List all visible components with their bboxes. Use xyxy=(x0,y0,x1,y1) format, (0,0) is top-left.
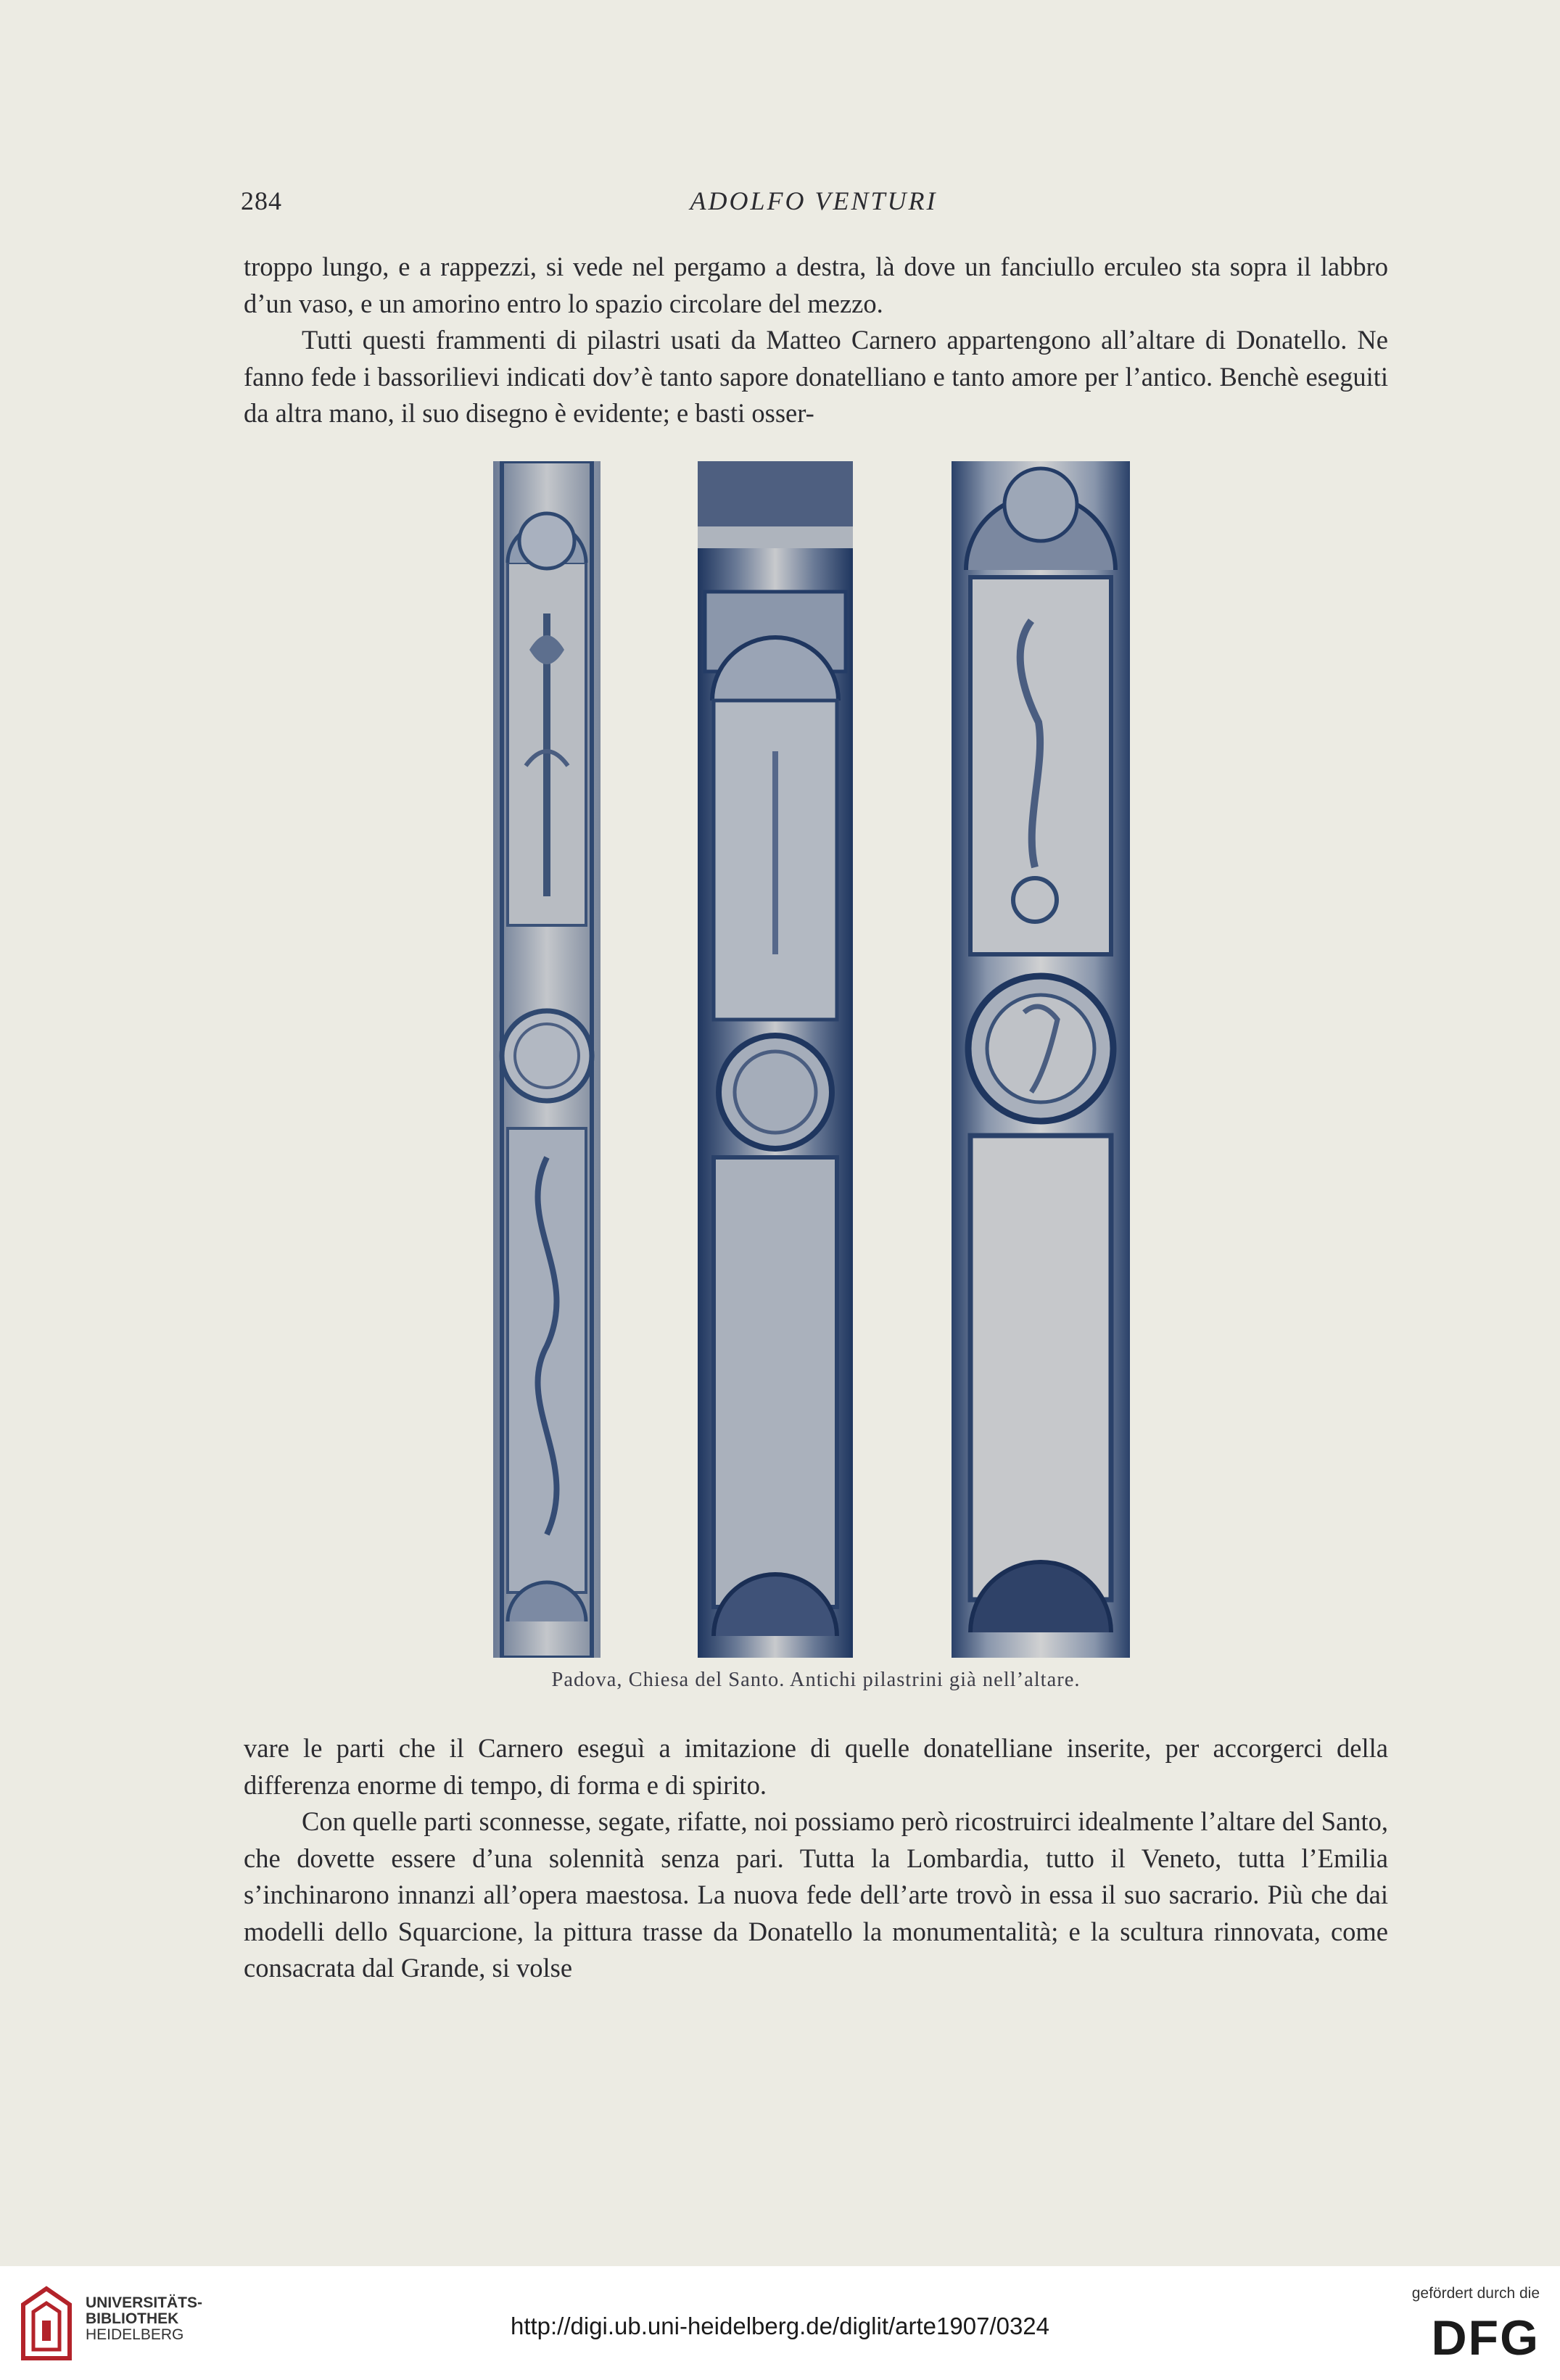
figure-plate xyxy=(493,461,1139,1658)
pilaster-right-image xyxy=(952,461,1130,1658)
funder xyxy=(1373,2285,1540,2362)
library-name: UNIVERSITÄTS- BIBLIOTHEK HEIDELBERG xyxy=(86,2294,203,2343)
page-number: 284 xyxy=(241,186,282,215)
paragraph: Tutti questi frammenti di pilastri usati da Matteo Carnero appartengono all’altare di Donatello. Ne fanno fede i bassorilievi indicati dov’è tanto sapore donatelliano e tanto amore per l’antico. Benchè eseguiti da altra mano, il suo disegno è evidente; e basti osser- xyxy=(244,325,1388,428)
figure-caption: Padova, Chiesa del Santo. Antichi pilastrini già nell’altare. xyxy=(551,1669,1081,1691)
paragraph: troppo lungo, e a rappezzi, si vede nel pergamo a destra, là dove un fanciullo erculeo sta sopra il labbro d’un vaso, e un amorino entro lo spazio circolare del mezzo. xyxy=(244,252,1388,318)
dfg-logo-icon xyxy=(1409,2311,1540,2362)
permalink[interactable]: http://digi.ub.uni-heidelberg.de/diglit/arte1907/0324 xyxy=(510,2313,1050,2339)
running-title: ADOLFO VENTURI xyxy=(690,186,938,215)
digitization-footer xyxy=(0,2266,1560,2380)
page-header xyxy=(241,186,1387,222)
pilaster-left-image xyxy=(493,461,602,1658)
body-text-top xyxy=(244,249,1388,432)
body-text-bottom xyxy=(244,1730,1388,1987)
paragraph: Con quelle parti sconnesse, segate, rifatte, noi possiamo però ricostruirci idealmente l’altare del Santo, che dovette essere d’una solennità senza pari. Tutta la Lombardia, tutto il Veneto, tutta l’Emilia s’inchinarono innanzi all’opera maestosa. La nuova fede dell’arte trovò in essa il suo sacrario. Più che dai modelli dello Squarcione, la pittura trasse da Donatello la monumentalità; e la scultura rinnovata, come consacrata dal Grande, si volse xyxy=(244,1806,1388,1983)
paragraph: vare le parti che il Carnero eseguì a imitazione di quelle donatelliane inserite, per accorgerci della differenza enorme di tempo, di forma e di spirito. xyxy=(244,1733,1388,1800)
pilaster-middle-image xyxy=(698,461,853,1658)
funded-by-label: gefördert durch die xyxy=(1411,2285,1540,2302)
svg-text:DFG: DFG xyxy=(1431,2311,1540,2362)
